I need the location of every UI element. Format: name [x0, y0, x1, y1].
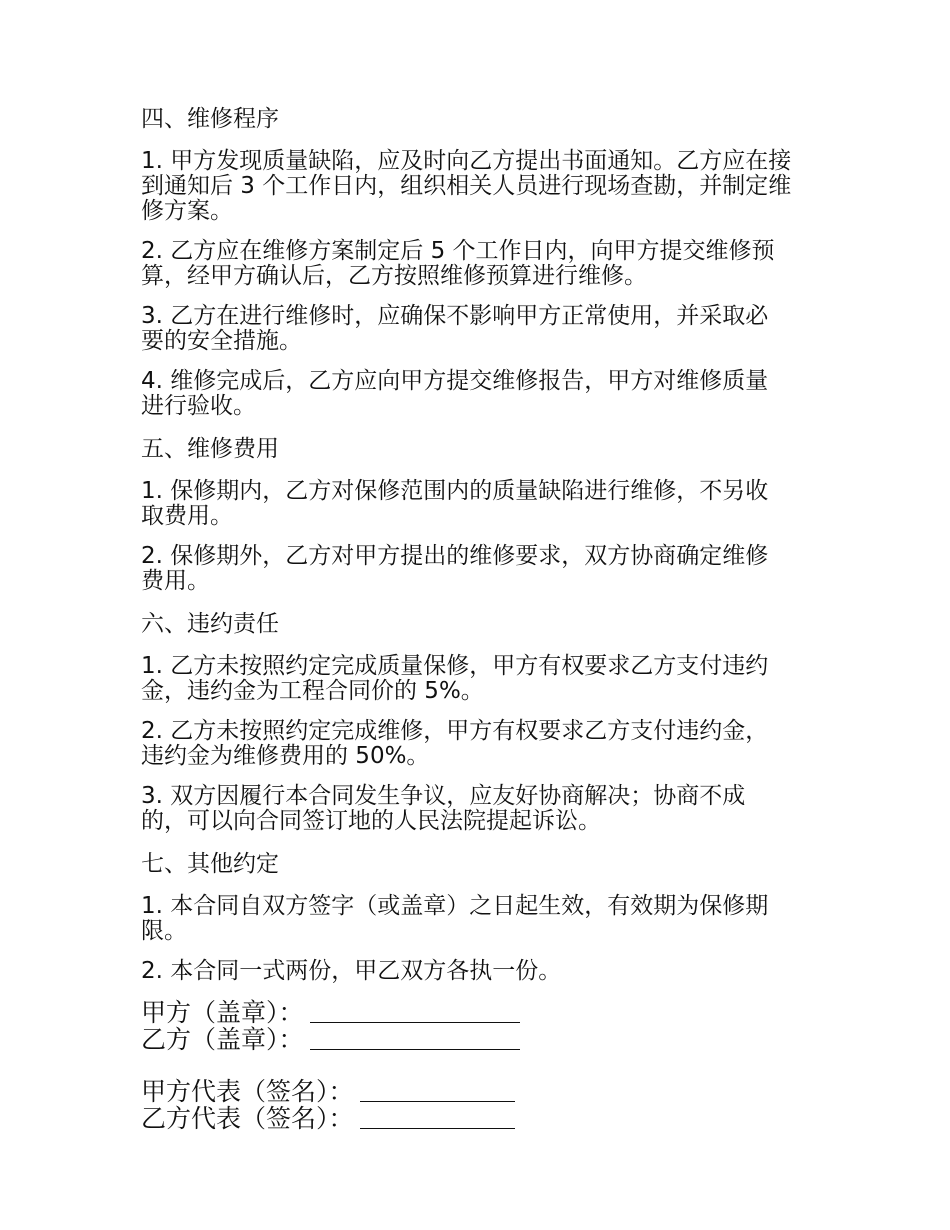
clause-text: 1. 乙方未按照约定完成质量保修，甲方有权要求乙方支付违约金，违约金为工程合同价的 5%。 [141, 653, 769, 704]
document-page [141, 104, 821, 1132]
party-a-rep-line [141, 1078, 821, 1105]
clause-text: 2. 本合同一式两份，甲乙双方各执一份。 [141, 958, 562, 984]
section-heading-breach-liability: 六、违约责任 [141, 611, 279, 637]
party-a-rep-label: 甲方代表（签名） [141, 1077, 329, 1106]
clause-text: 3. 乙方在进行维修时，应确保不影响甲方正常使用，并采取必要的安全措施。 [141, 303, 769, 354]
colon: ： [328, 1104, 354, 1133]
colon: ： [278, 1025, 304, 1054]
section-heading-maintenance-fees: 五、维修费用 [141, 436, 279, 462]
party-a-rep-blank[interactable] [360, 1081, 515, 1102]
party-b-rep-blank[interactable] [360, 1108, 515, 1129]
clause-text: 3. 双方因履行本合同发生争议，应友好协商解决；协商不成的，可以向合同签订地的人民法院提起诉讼。 [141, 783, 746, 834]
party-b-rep-line [141, 1105, 821, 1132]
party-a-seal-line [141, 999, 821, 1026]
colon: ： [328, 1077, 354, 1106]
clause-text: 2. 保修期外，乙方对甲方提出的维修要求，双方协商确定维修费用。 [141, 543, 769, 594]
clause-text: 1. 甲方发现质量缺陷，应及时向乙方提出书面通知。乙方应在接到通知后 3 个工作日内，组织相关人员进行现场查勘，并制定维修方案。 [141, 148, 792, 224]
seal-signature-group [141, 999, 821, 1053]
party-b-seal-line [141, 1026, 821, 1053]
colon: ： [278, 998, 304, 1027]
section-heading-other-terms: 七、其他约定 [141, 851, 279, 877]
clause-text: 2. 乙方未按照约定完成维修，甲方有权要求乙方支付违约金，违约金为维修费用的 50%。 [141, 718, 769, 769]
party-b-seal-label: 乙方（盖章） [141, 1025, 279, 1054]
clause-text: 4. 维修完成后，乙方应向甲方提交维修报告，甲方对维修质量进行验收。 [141, 368, 769, 419]
party-b-seal-blank[interactable] [310, 1029, 520, 1050]
clause-text: 1. 保修期内，乙方对保修范围内的质量缺陷进行维修，不另收取费用。 [141, 478, 769, 529]
clause-text: 1. 本合同自双方签字（或盖章）之日起生效，有效期为保修期限。 [141, 893, 769, 944]
representative-signature-group [141, 1078, 821, 1132]
clause-text: 2. 乙方应在维修方案制定后 5 个工作日内，向甲方提交维修预算，经甲方确认后，乙方按照维修预算进行维修。 [141, 238, 775, 289]
party-a-seal-label: 甲方（盖章） [141, 998, 279, 1027]
section-heading-maintenance-procedure: 四、维修程序 [141, 106, 279, 132]
party-b-rep-label: 乙方代表（签名） [141, 1104, 329, 1133]
party-a-seal-blank[interactable] [310, 1002, 520, 1023]
